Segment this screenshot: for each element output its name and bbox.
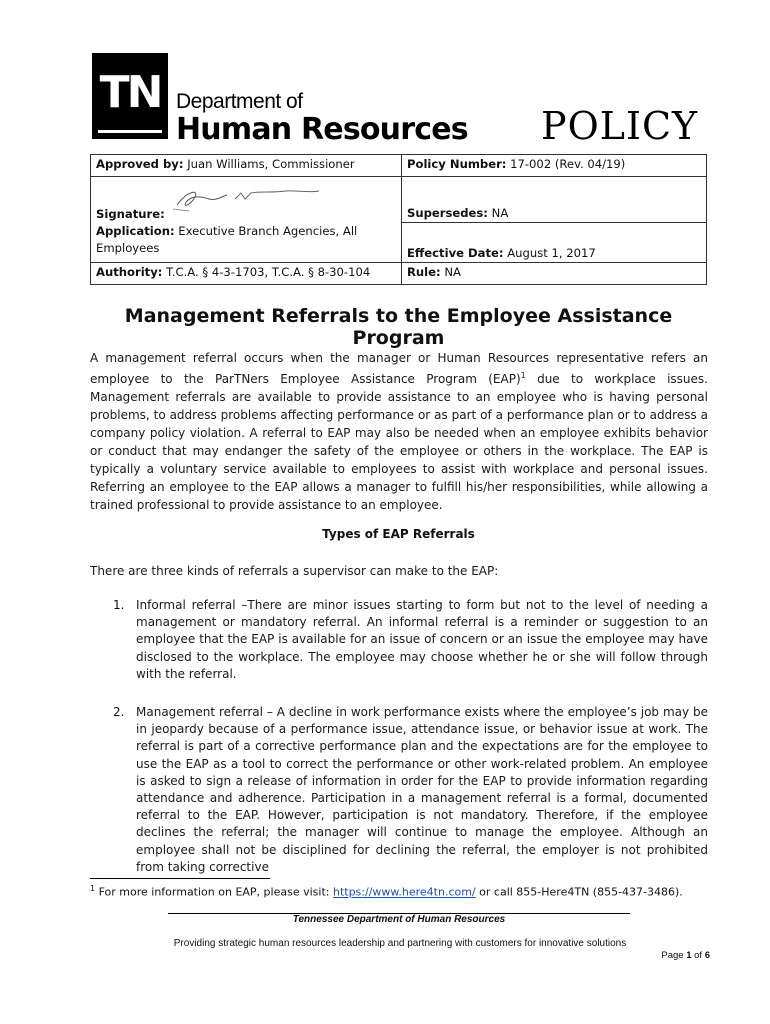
list-number-2: 2. bbox=[113, 705, 125, 719]
policy-label: POLICY bbox=[541, 104, 699, 148]
policy-number-value: 17-002 (Rev. 04/19) bbox=[510, 157, 626, 171]
dept-name-line2: Human Resources bbox=[176, 112, 468, 147]
footer-department: Tennessee Department of Human Resources bbox=[292, 914, 506, 925]
page-total: 6 bbox=[704, 950, 710, 961]
intro-text-part2: due to workplace issues. Management referrals are available to provide assistance to an employee who is having personal problems, to address problems affecting performance or as part of a performance plan or to address a company policy violation. A referral to EAP may also be needed when an employee exhibits behavior or conduct that may endanger the safety of the employee or others in the workplace. The EAP is typically a voluntary service available to employees to assist with workplace and personal issues. Referring an employee to the EAP allows a manager to fulfill his/her responsibilities, while allowing a trained professional to provide assistance to an employee. bbox=[90, 372, 708, 512]
approved-by-value: Juan Williams, Commissioner bbox=[187, 157, 355, 171]
page-prefix: Page bbox=[661, 950, 687, 961]
types-intro: There are three kinds of referrals a supervisor can make to the EAP: bbox=[90, 564, 499, 578]
policy-info-table bbox=[90, 154, 707, 285]
tn-logo bbox=[92, 53, 168, 139]
application-value: Executive Branch Agencies, All Employees bbox=[96, 223, 358, 255]
page-of: of bbox=[691, 950, 705, 961]
footnote-text-after: or call 855-Here4TN (855-437-3486). bbox=[475, 885, 683, 899]
policy-number-label: Policy Number: bbox=[407, 157, 507, 171]
tn-logo-bar bbox=[98, 130, 162, 133]
footnote-text-before: For more information on EAP, please visit: bbox=[98, 885, 333, 899]
authority-cell bbox=[91, 263, 402, 285]
signature-cell bbox=[91, 177, 402, 223]
signature-image bbox=[169, 185, 329, 213]
approved-by-label: Approved by: bbox=[96, 157, 184, 171]
authority-label: Authority: bbox=[96, 265, 163, 279]
footnote-ref: 1 bbox=[520, 371, 526, 380]
authority-value: T.C.A. § 4-3-1703, T.C.A. § 8-30-104 bbox=[166, 265, 371, 279]
supersedes-cell bbox=[402, 177, 707, 223]
footer-tagline: Providing strategic human resources leadership and partnering with customers for innovative solutions bbox=[173, 938, 627, 949]
rule-value: NA bbox=[444, 265, 461, 279]
effective-date-label: Effective Date: bbox=[407, 246, 504, 260]
effective-date-value: August 1, 2017 bbox=[507, 246, 596, 260]
supersedes-label: Supersedes: bbox=[407, 206, 488, 220]
page-current: 1 bbox=[686, 950, 692, 961]
approved-by-cell bbox=[91, 155, 402, 177]
document-title: Management Referrals to the Employee Assistance Program bbox=[124, 305, 673, 349]
effective-date-cell bbox=[402, 223, 707, 263]
rule-label: Rule: bbox=[407, 265, 441, 279]
list-item-2: Management referral – A decline in work performance exists where the employee’s job may be in jeopardy because of a performance issue, attendance issue, or behavior issue at work. The referral is part of a corrective performance plan and the expectations are for the employee to use the EAP as a tool to correct the performance or other work-related problem. An employee is asked to sign a release of information in order for the EAP to provide information regarding attendance and adherence. Participation in a management referral is a formal, documented referral to the EAP. However, participation is not mandatory. Therefore, if the employee declines the referral; the manager will continue to manage the employee. Although an employee shall not be disciplined for declining the referral, the employer is not prohibited from taking corrective bbox=[136, 705, 708, 874]
intro-text-part1: A management referral occurs when the manager or Human Resources representative refers an employee to the ParTNers Employee Assistance Program (EAP) bbox=[90, 351, 708, 386]
list-number-1: 1. bbox=[113, 598, 125, 612]
intro-paragraph bbox=[90, 349, 708, 514]
footnote bbox=[90, 884, 683, 899]
types-heading: Types of EAP Referrals bbox=[322, 527, 475, 541]
footnote-divider bbox=[90, 878, 270, 879]
supersedes-value: NA bbox=[491, 206, 509, 220]
application-cell bbox=[91, 223, 402, 263]
tn-logo-text: TN bbox=[99, 67, 161, 118]
footnote-link[interactable]: https://www.here4tn.com/ bbox=[332, 885, 476, 899]
page-indicator bbox=[560, 950, 710, 961]
footnote-number: 1 bbox=[90, 884, 96, 893]
policy-number-cell bbox=[402, 155, 707, 177]
dept-name-line1: Department of bbox=[176, 90, 303, 113]
rule-cell bbox=[402, 263, 707, 285]
application-label: Application: bbox=[96, 223, 175, 238]
list-item-1: Informal referral –There are minor issues starting to form but not to the level of needing a management or mandatory referral. An informal referral is a reminder or suggestion to an employee that the EAP is available for an issue of concern or an issue the employee may have disclosed to the workplace. The employee may choose whether he or she will follow through with the referral. bbox=[136, 598, 708, 681]
signature-label: Signature: bbox=[96, 206, 165, 221]
